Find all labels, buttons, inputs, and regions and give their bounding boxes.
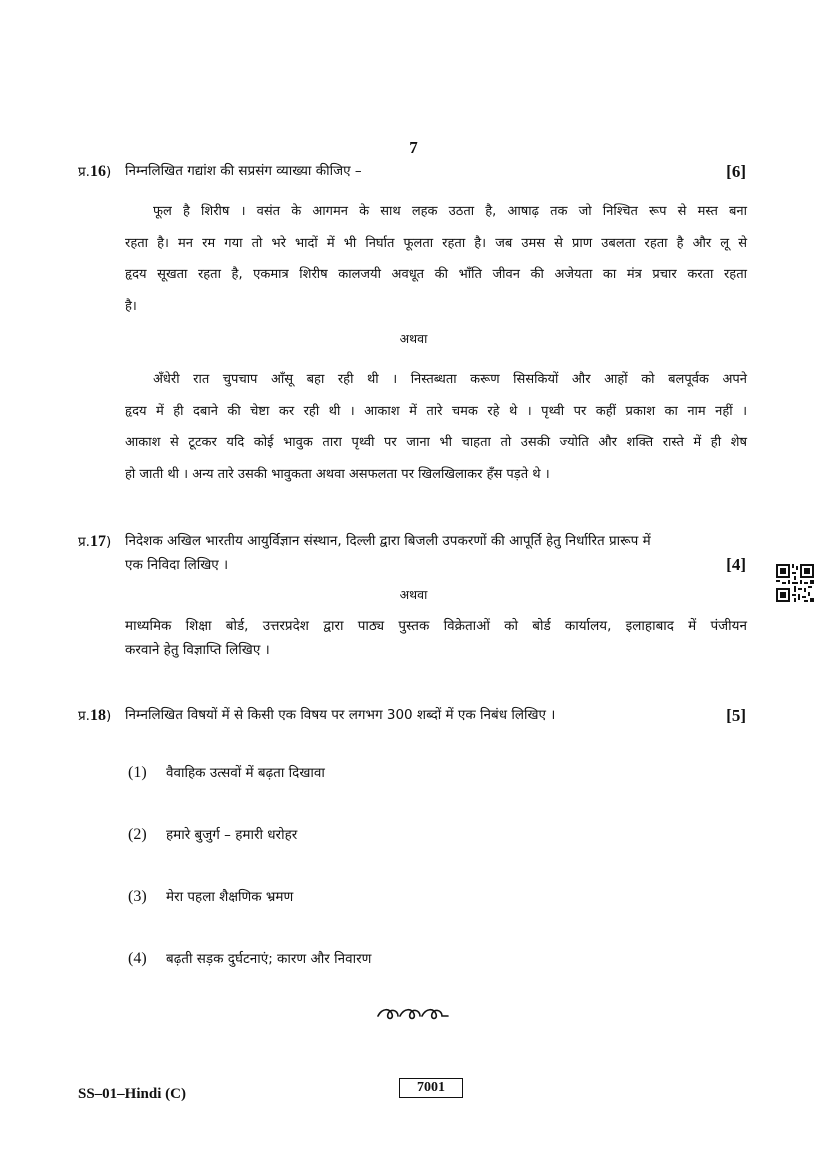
q16-marks: [6] [726,162,746,181]
q17-label: प्र.17) [78,533,112,550]
q18-topic-2: (2) हमारे बुजुर्ग – हमारी धरोहर [128,826,298,843]
q16-alt-passage-line-3: आकाश से टूटकर यदि कोई भावुक तारा पृथ्वी पर जाना भी चाहता तो उसकी ज्योति और शक्ति रास्ते में ही शेष [125,435,747,450]
q16-passage-line-4: है। [125,298,137,314]
q18-instruction: निम्नलिखित विषयों में से किसी एक विषय पर लगभग 300 शब्दों में एक निबंध लिखिए । [125,707,556,723]
q18-topic-1: (1) वैवाहिक उत्सवों में बढ़ता दिखावा [128,764,325,781]
q16-passage-line-2: रहता है। मन रम गया तो भरे भादों में भी निर्घात फूलता रहता है। जब उमस से प्राण उबलता रहता है और लू से [125,235,747,251]
end-ornament-icon [376,1004,452,1024]
q18-topic-4: (4) बढ़ती सड़क दुर्घटनाएं; कारण और निवारण [128,950,372,967]
q18-label: प्र.18) [78,707,112,724]
q16-alt-passage-line-2: हृदय में ही दबाने की चेष्टा कर रही थी । आकाश में तारे चमक रहे थे । पृथ्वी पर कहीं प्रकाश का नाम नहीं । [125,403,747,419]
q16-alt-passage [125,364,747,490]
q17-or-label: अथवा [399,587,428,602]
q16-alt-passage-line-1: अँधेरी रात चुपचाप आँसू बहा रही थी । निस्तब्धता करूण सिसकियों और आहों को बलपूर्वक अपने [153,372,747,387]
q17-alt-line-2: करवाने हेतु विज्ञाप्ति लिखिए । [125,642,270,658]
q16-label: प्र.16) [78,163,112,180]
q17-alt-line-1: माध्यमिक शिक्षा बोर्ड, उत्तरप्रदेश द्वारा पाठ्य पुस्तक विक्रेताओं को बोर्ड कार्यालय, इलाहाबाद में पंजीयन [125,618,747,634]
q17-marks: [4] [726,555,746,574]
q16-instruction: निम्नलिखित गद्यांश की सप्रसंग व्याख्या कीजिए – [125,163,362,179]
q16-passage [125,196,747,322]
q18-marks: [5] [726,706,746,725]
paper-code: SS–01–Hindi (C) [78,1086,186,1102]
page-number: 7 [409,138,418,157]
footer-number-box: 7001 [399,1078,463,1098]
q16-passage-line-3: हृदय सूखता रहता है, एकमात्र शिरीष कालजयी अवधूत की भाँति जीवन की अजेयता का मंत्र प्रचार करता रहता [125,267,747,282]
q16-or-label: अथवा [399,331,428,346]
q17-instruction-line-1: निदेशक अखिल भारतीय आयुर्विज्ञान संस्थान, दिल्ली द्वारा बिजली उपकरणों की आपूर्ति हेतु निर्धारित प्रारूप में [125,533,651,549]
q16-passage-line-1: फूल है शिरीष । वसंत के आगमन के साथ लहक उठता है, आषाढ़ तक जो निश्चित रूप से मस्त बना [153,204,747,219]
q18-topic-3: (3) मेरा पहला शैक्षणिक भ्रमण [128,888,294,905]
q16-alt-passage-line-4: हो जाती थी । अन्य तारे उसकी भावुकता अथवा असफलता पर खिलखिलाकर हँस पड़ते थे । [125,466,550,482]
q17-instruction-line-2: एक निविदा लिखिए । [125,557,229,573]
